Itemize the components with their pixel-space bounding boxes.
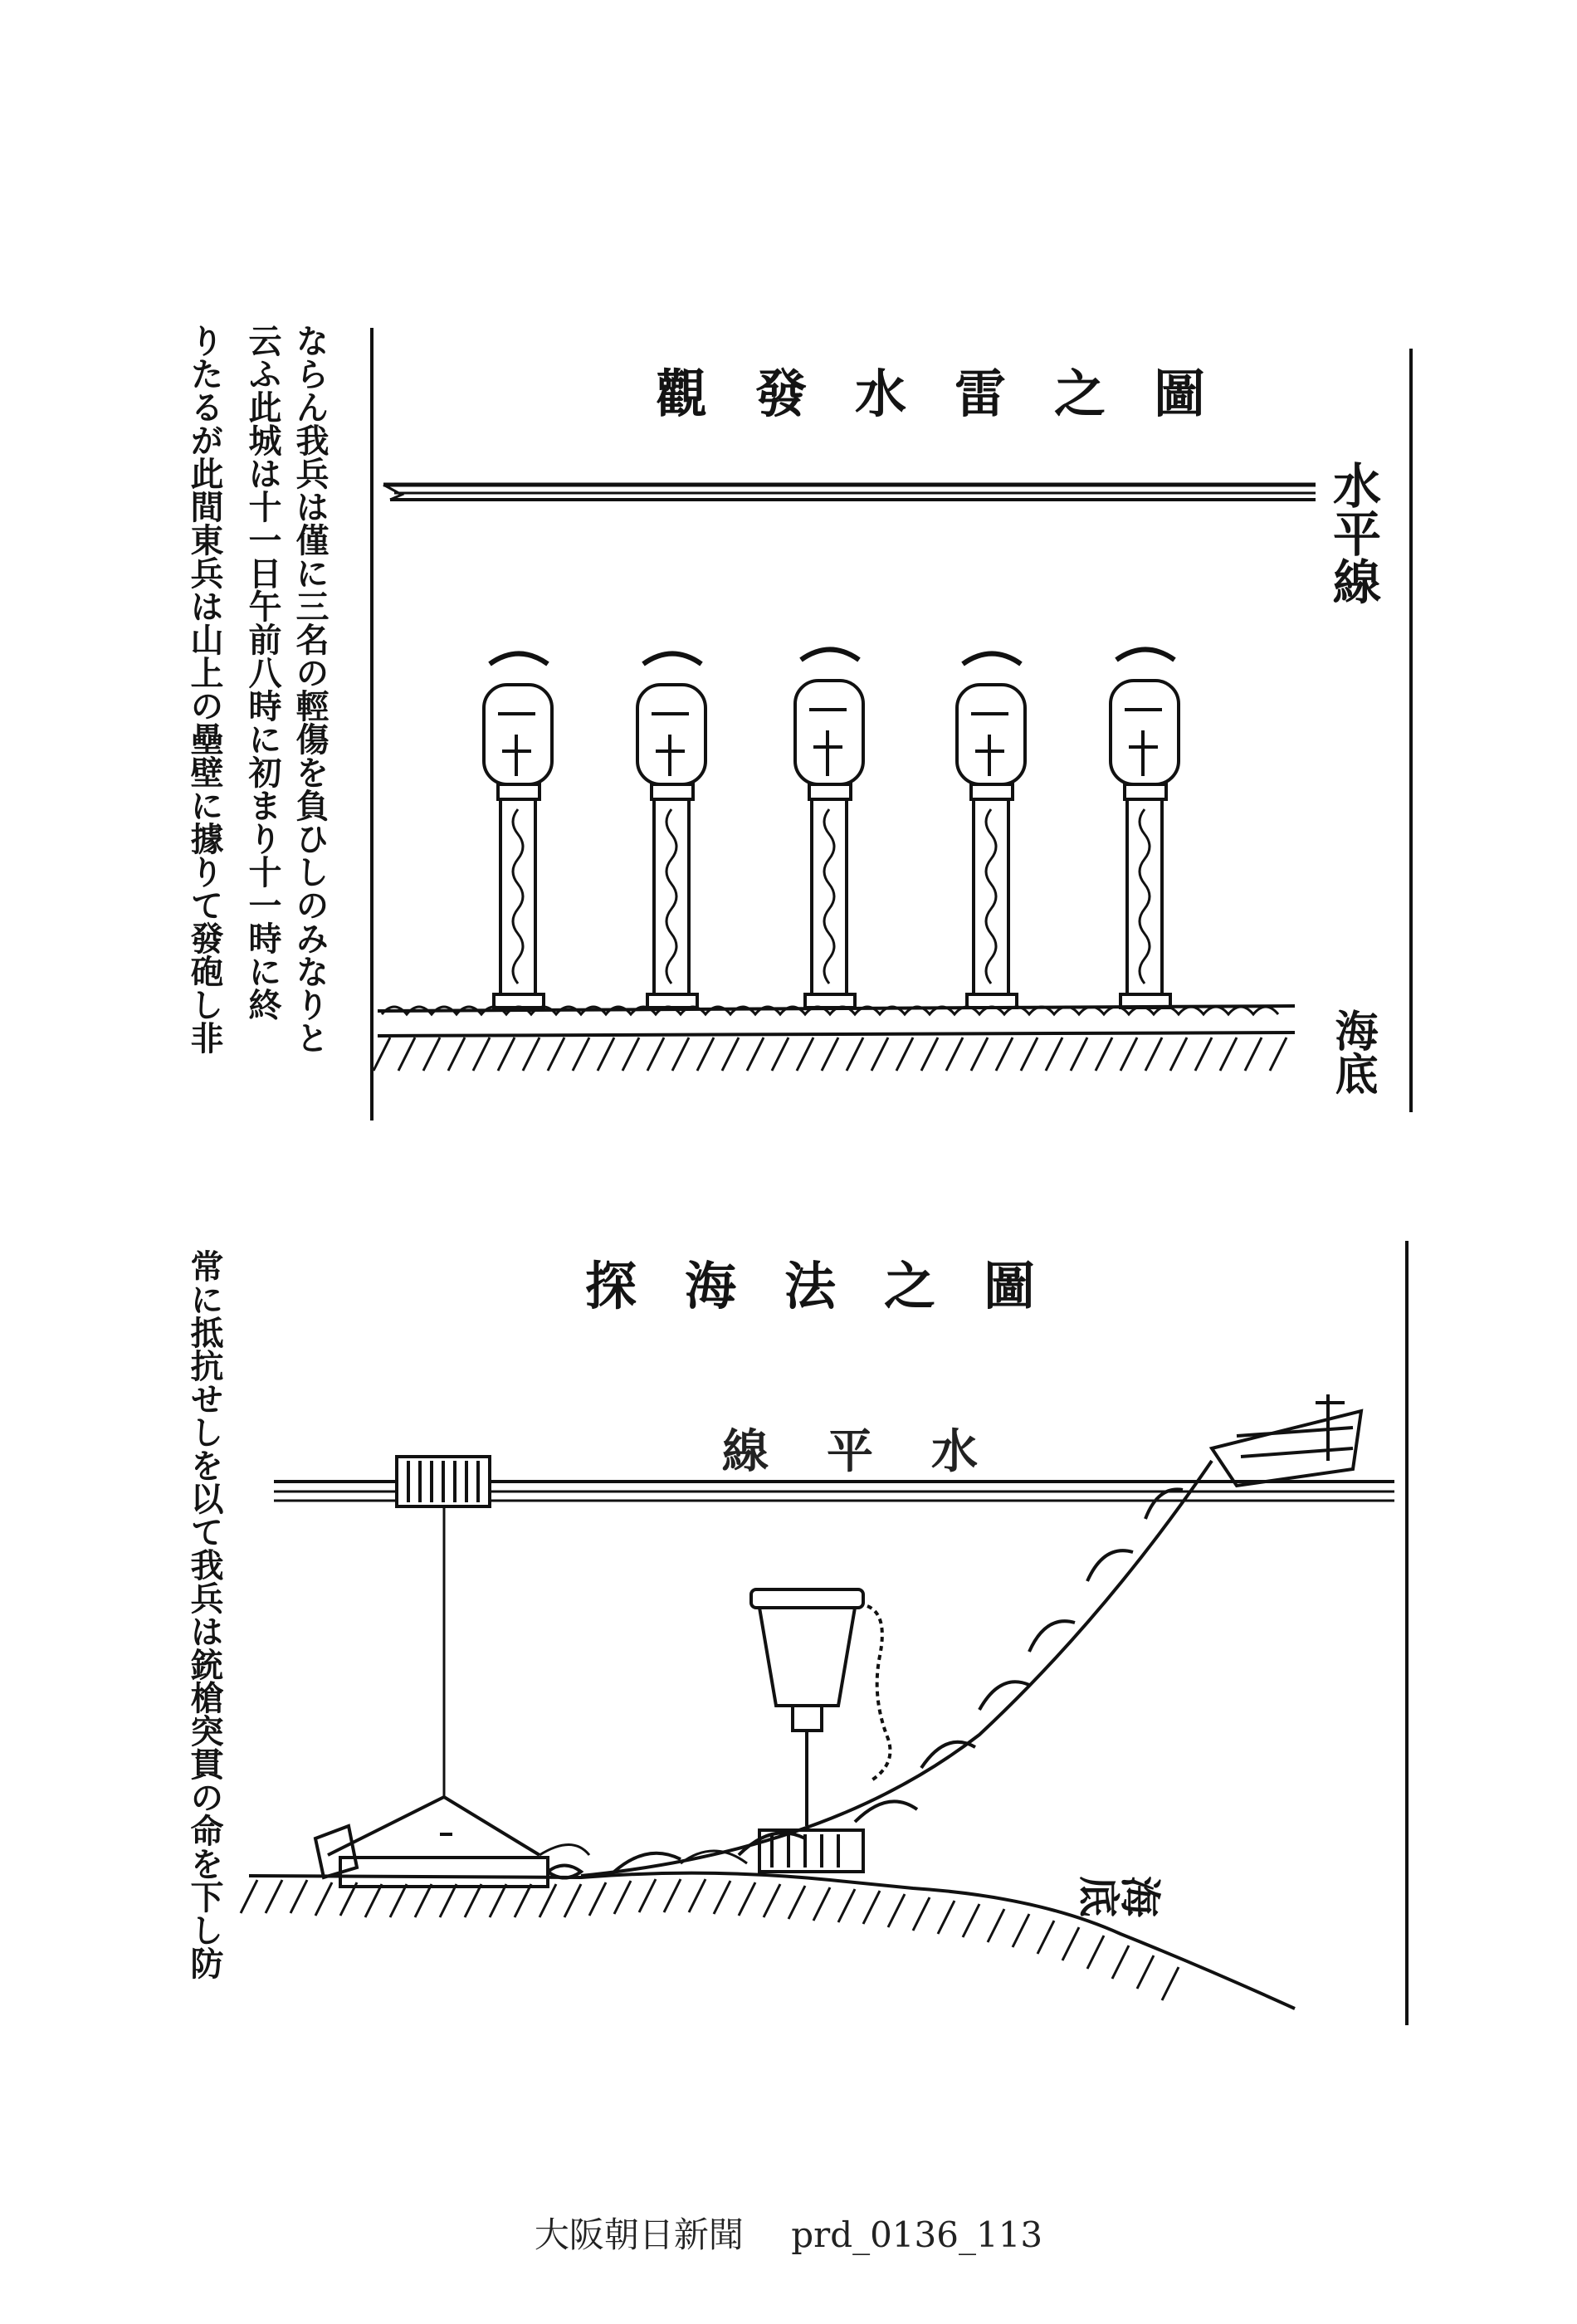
top-diagram-title: 觀發水雷之圖 [656, 364, 1254, 424]
bottom-seabed-label: 海底 [1079, 1869, 1162, 1918]
article-column-3: りたるが此間東兵は山上の壘壁に據りて發砲し非 [185, 324, 224, 1054]
bottom-seabed [241, 1845, 1295, 2009]
footer [0, 2208, 1577, 2258]
article-column-2: 云ふ此城は十一日午前八時に初まり十一時に終 [243, 324, 282, 1021]
boat [1212, 1394, 1361, 1486]
buoy [397, 1457, 490, 1797]
article-column-4: 常に抵抗せしを以て我兵は銃槍突貫の命を下し防 [185, 1249, 224, 1980]
suspended-mine [751, 1589, 891, 1872]
footer-newspaper-name: 大阪朝日新聞 [534, 2214, 744, 2255]
bottom-horizon-label: 水平線 [722, 1424, 1036, 1479]
anchor-weight [315, 1797, 581, 1887]
top-seabed-label: 海底 [1327, 1008, 1378, 1095]
footer-code: prd_0136_113 [791, 2214, 1043, 2255]
top-horizon-label: 水平線 [1325, 461, 1381, 605]
article-column-1: ならん我兵は僅に三名の輕傷を負ひしのみなりと [290, 324, 330, 1054]
bottom-diagram-title: 探海法之圖 [585, 1256, 1084, 1316]
sweep-line [581, 1461, 1212, 1876]
